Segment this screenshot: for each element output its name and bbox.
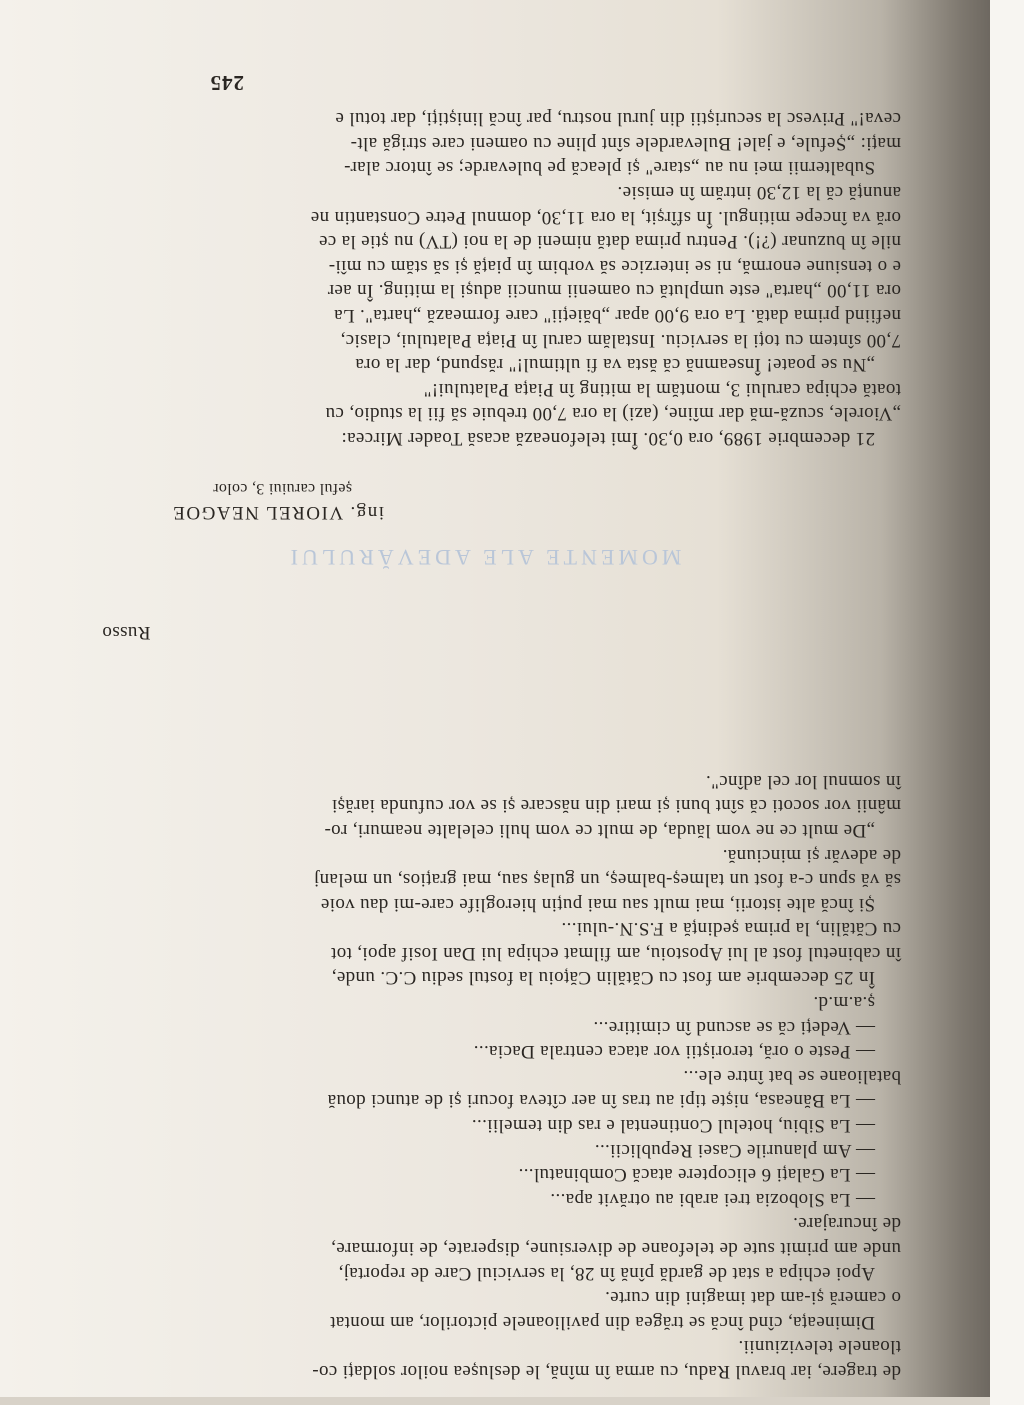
text-line: mați: „Șefule, e jale! Bulevardele sînt pline cu oameni care strigă alt- — [350, 132, 901, 154]
text-line: Subalternii mei nu au „stare" și pleacă pe bulevarde; se întorc alar- — [343, 157, 875, 179]
text-line: ora 11,00 „harta" este umplută cu oamenii muncii aduși la miting. În aer — [327, 280, 901, 302]
text-line: cu Cătălin, la prima ședință a F.S.N.-ului... — [561, 918, 901, 940]
text-line: anunță că la 12,30 intrăm în emisie. — [617, 182, 901, 204]
text-line: „Viorele, scuză-mă dar mîine, (azi) la ora 7,00 trebuie să fii la studio, cu — [325, 403, 901, 425]
page-top-edge — [0, 1397, 1024, 1405]
text-line: o cameră și-am dat imagini din curte. — [604, 1287, 901, 1309]
text-line: Apoi echipa a stat de gardă pînă în 28, la serviciul Care de reportaj, — [338, 1262, 875, 1284]
text-line: — La Băneasa, niște tipi au tras în aer cîteva focuri și de atunci două — [327, 1090, 875, 1112]
text-line: batalioane se bat între ele... — [683, 1065, 901, 1087]
text-line: tloanele televiziunii. — [738, 1336, 901, 1358]
text-line: de tragere, iar bravul Radu, cu arma în mînă, le deslușea noilor soldați co- — [311, 1361, 901, 1382]
text-line: — La Galați 6 elicoptere atacă Combinatul... — [518, 1164, 875, 1186]
text-line: în somnul lor cel adînc". — [705, 770, 901, 792]
text-block-article — [131, 106, 901, 450]
text-line: Și încă alte istorii, mai mult sau mai puțin hieroglife care-mi dau voie — [320, 893, 875, 915]
text-line: 21 decembrie 1989, ora 0,30. Îmi telefonează acasă Toader Mircea: — [341, 428, 875, 449]
text-line: toată echipa carului 3, montăm la miting în Piața Palatului!" — [423, 378, 901, 400]
text-line: ceva!" Privesc la securiștii din jurul nostru, par încă liniștiți, dar totul e — [335, 108, 901, 130]
text-line: unde am primit sute de telefoane de diversiune, disperate, de informare, — [330, 1238, 901, 1260]
article-heading: MOMENTE ALE ADEVĂRULUI — [286, 545, 682, 570]
text-line: de încurajare. — [792, 1213, 901, 1235]
text-line: mânii vor socoti că sînt buni și mari din născare și se vor cufunda iarăși — [331, 795, 901, 817]
text-line: să vă spun c-a fost un talmeș-balmeș, un gulaș sau, mai grațios, un melanj — [313, 869, 901, 891]
author-role: șeful caruiui 3, color — [213, 480, 352, 497]
text-line: e o tensiune enormă, ni se interzice să vorbim în piață și să stăm cu mîi- — [328, 255, 901, 277]
quote-signature: Russo — [102, 622, 151, 643]
text-line: „Nu se poate! Înseamnă că ăsta va fi ultimul!" răspund, dar la ora — [355, 354, 875, 376]
text-line: „De mult ce ne vom lăuda, de mult ce vom huli celelalte neamuri, ro- — [324, 819, 875, 841]
author-name: ing. VIOREL NEAGOE — [171, 502, 384, 523]
text-line: ș.a.m.d. — [813, 992, 875, 1014]
text-line: oră va începe mitingul. În sfîrșit, la ora 11,30, domnul Petre Constantin ne — [310, 206, 901, 228]
text-line: În 25 decembrie am fost cu Cătălin Cățoiu la fostul sediu C.C. unde, — [331, 967, 875, 989]
text-line: Dimineața, cînd încă se trăgea din pavilioanele pictorilor, am montat — [329, 1311, 875, 1333]
book-gutter-edge — [990, 0, 1024, 1405]
text-line: în cabinetul fost al lui Apostoiu, am filmat echipa lui Dan Iosif apoi, tot — [330, 942, 901, 964]
text-line: nefiind prima dată. La ora 9,00 apar „băieții" care formează „harta". La — [333, 305, 901, 327]
text-line: — La Sibiu, hotelul Continental e ras din temelii... — [471, 1115, 875, 1137]
text-line: — Am planurile Casei Republicii... — [594, 1139, 875, 1161]
text-block-continued — [131, 768, 901, 1383]
text-line: — Peste o oră, teroriștii vor ataca centrala Dacia... — [473, 1041, 875, 1063]
text-line: 7,00 sîntem cu toți la serviciu. Instalăm carul în Piața Palatului, clasic, — [340, 329, 901, 351]
text-line: de adevăr și minciună. — [722, 844, 901, 866]
page-number: 245 — [209, 71, 244, 95]
text-line: — Vedeți că se ascund în cimitire... — [593, 1016, 875, 1038]
text-line: nile în buzunar (?!). Pentru prima dată nimeni de la noi (TV) nu știe la ce — [318, 231, 901, 253]
text-line: — La Slobozia trei arabi au otrăvit apa... — [550, 1188, 875, 1210]
